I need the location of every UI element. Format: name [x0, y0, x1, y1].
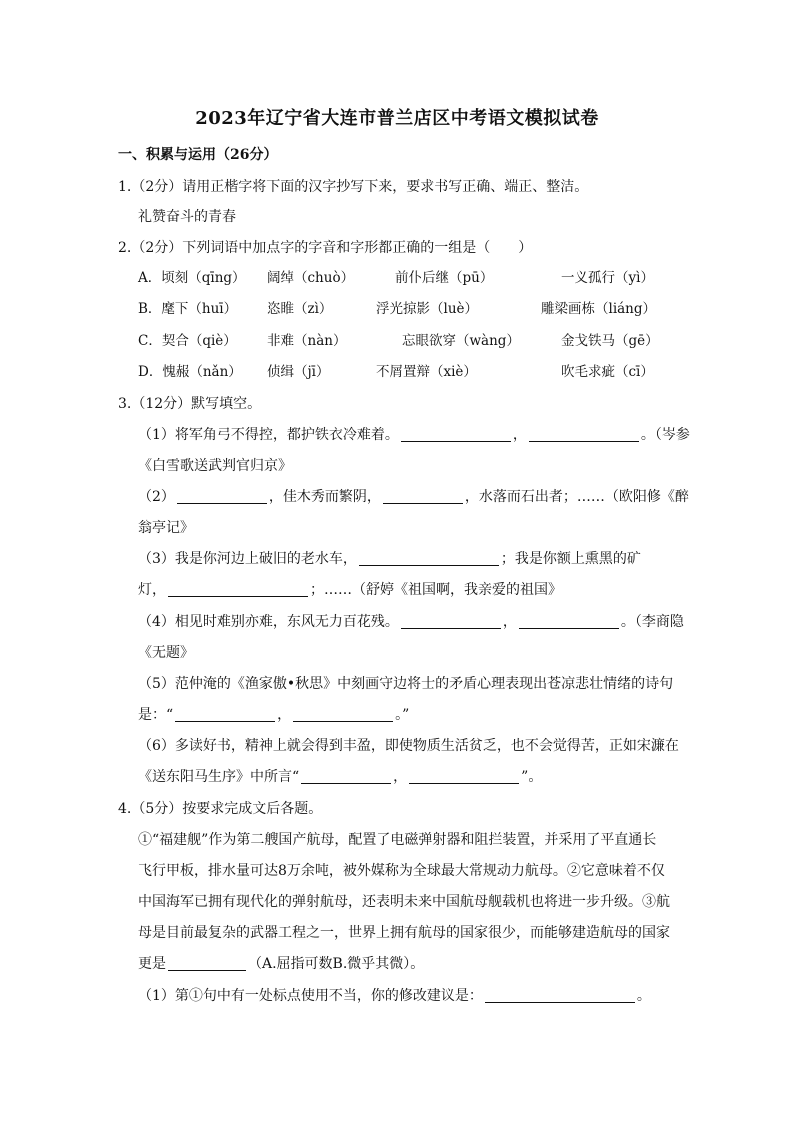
- option-c-word-3: 忘眼欲穿（wàng）: [402, 333, 520, 349]
- q3-item-1-cont: 《白雪歌送武判官归京》: [138, 458, 292, 474]
- blank[interactable]: [529, 427, 639, 442]
- q3-item-3-cont: 灯， ；……（舒婷《祖国啊，我亲爱的祖国》: [138, 582, 562, 598]
- q4-passage-line-4: 母是目前最复杂的武器工程之一，世界上拥有航母的国家很少，而能够建造航母的国家: [138, 925, 670, 941]
- option-d-label: D．愧赧（nǎn）: [138, 364, 242, 380]
- blank[interactable]: [409, 769, 519, 784]
- q3-item-6: （6）多读好书，精神上就会得到丰盈，即使物质生活贫乏，也不会觉得苦，正如宋濂在: [138, 738, 679, 754]
- q3-item-4-cont: 《无题》: [138, 645, 194, 661]
- option-a-label: A．顷刻（qīng）: [138, 270, 246, 286]
- q4-passage-line-3: 中国海军已拥有现代化的弹射航母，还表明未来中国航母舰载机也将进一步升级。③航: [138, 894, 670, 910]
- q3-item-3: （3）我是你河边上破旧的老水车， ；我是你额上熏黑的矿: [138, 551, 641, 567]
- q3-item-4: （4）相见时难别亦难，东风无力百花残。 ， 。（李商隐: [138, 614, 684, 630]
- q4-passage-line-2: 飞行甲板，排水量可达8万余吨，被外媒称为全球最大常规动力航母。②它意味着不仅: [138, 863, 665, 879]
- option-d-word-3: 不屑置辩（xiè）: [376, 364, 477, 380]
- blank[interactable]: [401, 614, 501, 629]
- q4-passage-line-1: ①“福建舰”作为第二艘国产航母，配置了电磁弹射器和阻拦装置，并采用了平直通长: [138, 832, 657, 848]
- option-b-label: B．麾下（huī）: [138, 301, 238, 317]
- option-b-word-3: 浮光掠影（luè）: [376, 301, 479, 317]
- blank[interactable]: [359, 551, 499, 566]
- blank[interactable]: [301, 769, 391, 784]
- blank[interactable]: [177, 489, 267, 504]
- question-1: 1.（2分）请用正楷字将下面的汉字抄写下来，要求书写正确、端正、整洁。: [118, 179, 589, 195]
- q4-sub-1: （1）第①句中有一处标点使用不当，你的修改建议是： 。: [138, 988, 651, 1004]
- option-c-label: C．契合（qiè）: [138, 333, 237, 349]
- q4-passage-line-5: 更是 （A.屈指可数B.微乎其微）。: [138, 956, 425, 972]
- question-3: 3.（12分）默写填空。: [118, 396, 262, 412]
- option-c-word-4: 金戈铁马（gē）: [561, 333, 659, 349]
- question-1-text: 礼赞奋斗的青春: [138, 209, 236, 225]
- q3-item-6-cont: 《送东阳马生序》中所言“ ， ”。: [138, 769, 543, 785]
- blank[interactable]: [175, 707, 275, 722]
- option-a-word-4: 一义孤行（yì）: [561, 270, 654, 286]
- blank[interactable]: [519, 614, 619, 629]
- blank[interactable]: [485, 988, 635, 1003]
- option-a-word-2: 阔绰（chuò）: [267, 270, 355, 286]
- blank[interactable]: [293, 707, 393, 722]
- option-d-word-4: 吹毛求疵（cī）: [561, 364, 654, 380]
- page-title: 2023年辽宁省大连市普兰店区中考语文模拟试卷: [195, 108, 599, 129]
- option-a-word-3: 前仆后继（pū）: [395, 270, 494, 286]
- q3-item-5-cont: 是：“ ， 。”: [138, 707, 410, 723]
- blank[interactable]: [383, 489, 463, 504]
- question-2: 2.（2分）下列词语中加点字的字音和字形都正确的一组是（ ）: [118, 240, 533, 256]
- option-b-word-4: 雕梁画栋（liáng）: [541, 301, 657, 317]
- blank[interactable]: [168, 582, 308, 597]
- option-d-word-2: 侦缉（jī）: [267, 364, 330, 380]
- blank[interactable]: [401, 427, 511, 442]
- q3-item-2: （2） ，佳木秀而繁阴， ，水落而石出者；……（欧阳修《醉: [138, 489, 689, 505]
- q3-item-1: （1）将军角弓不得控，都护铁衣冷难着。 ， 。（岑参: [138, 427, 690, 443]
- q3-item-2-cont: 翁亭记》: [138, 520, 194, 536]
- q3-item-5: （5）范仲淹的《渔家傲•秋思》中刻画守边将士的矛盾心理表现出苍凉悲壮情绪的诗句: [138, 676, 674, 692]
- option-c-word-2: 非难（nàn）: [267, 333, 347, 349]
- question-4: 4.（5分）按要求完成文后各题。: [118, 801, 323, 817]
- section-heading: 一、积累与运用（26分）: [118, 147, 278, 163]
- blank[interactable]: [168, 956, 246, 971]
- option-b-word-2: 恣睢（zì）: [267, 301, 333, 317]
